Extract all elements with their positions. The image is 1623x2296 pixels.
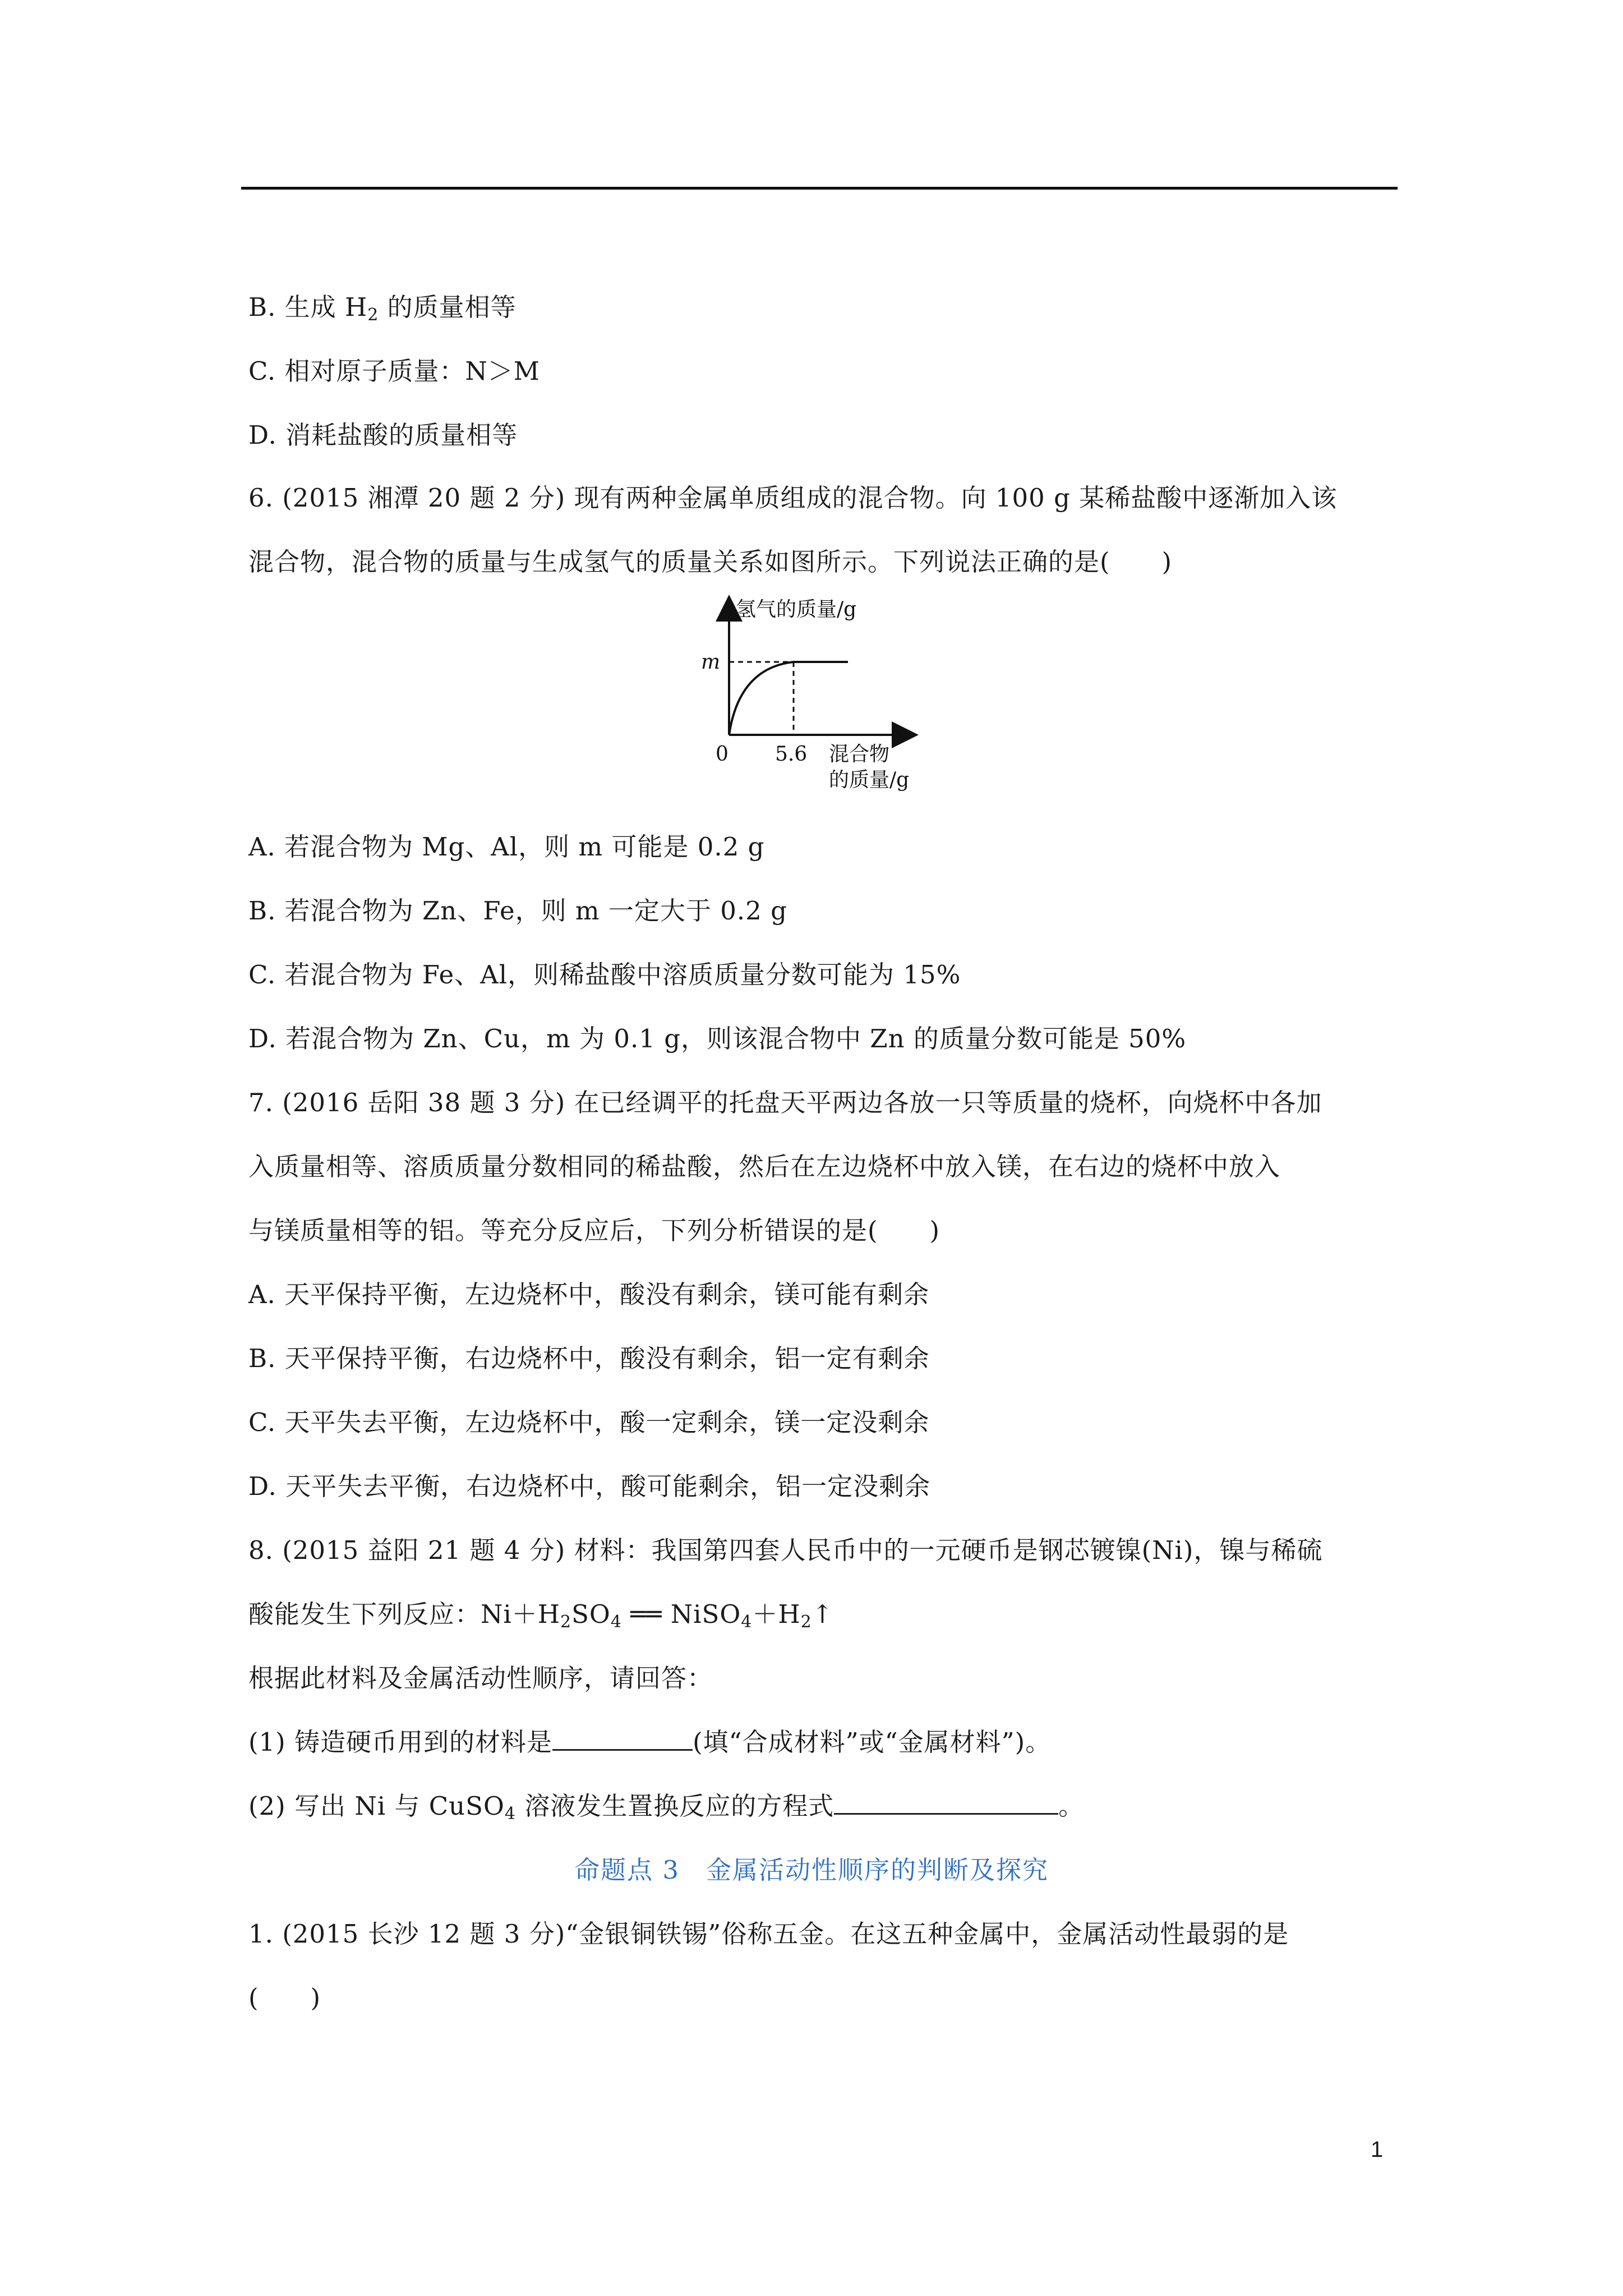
q7-stem-line3: 与镁质量相等的铝。等充分反应后，下列分析错误的是( ) [248,1216,940,1245]
x-tick-label: 5.6 [775,743,808,766]
q7-option-c: C. 天平失去平衡，左边烧杯中，酸一定剩余，镁一定没剩余 [248,1407,930,1437]
section-heading: 命题点 3 金属活动性顺序的判断及探究 [574,1855,1049,1885]
s3-q1-stem-line1: 1. (2015 长沙 12 题 3 分)“金银铜铁锡”俗称五金。在这五种金属中，金属活动性最弱的是 [248,1919,1289,1949]
q8-stem-line1: 8. (2015 益阳 21 题 4 分) 材料：我国第四套人民币中的一元硬币是钢芯镀镍(Ni)，镍与稀硫 [248,1535,1323,1565]
origin-label: 0 [716,743,728,766]
header-rule [241,187,1398,190]
curve-rising [729,662,848,735]
q8-subquestion-1: (1) 铸造硬币用到的材料是 (填“合成材料”或“金属材料”)。 [248,1726,1051,1759]
q7-stem-line2: 入质量相等、溶质质量分数相同的稀盐酸，然后在左边烧杯中放入镁，在右边的烧杯中放入 [248,1152,1281,1181]
q5-option-d: D. 消耗盐酸的质量相等 [248,420,518,450]
q7-option-a: A. 天平保持平衡，左边烧杯中，酸没有剩余，镁可能有剩余 [248,1280,930,1309]
y-tick-label: m [701,651,721,674]
answer-blank-2[interactable] [834,1789,1058,1815]
q5-option-b: B. 生成 $H_2$ 的质量相等 [248,292,517,325]
x-axis-label-line1: 混合物 [829,743,890,766]
q8-stem-line3: 根据此材料及金属活动性顺序，请回答： [248,1663,713,1693]
s3-q1-stem-line2: ( ) [248,1983,321,2013]
answer-blank-1[interactable] [552,1726,693,1751]
q6-option-c: C. 若混合物为 Fe、Al，则稀盐酸中溶质质量分数可能为 15% [248,960,961,990]
q6-option-d: D. 若混合物为 Zn、Cu，m 为 0.1 g，则该混合物中 Zn 的质量分数可能是 50% [248,1024,1187,1053]
q8-stem-line2: 酸能发生下列反应：$Ni+H_2SO_4$ ══ $NiSO_4+H_2↑$ [248,1599,834,1632]
q6-stem-line1: 6. (2015 湘潭 20 题 2 分) 现有两种金属单质组成的混合物。向 100 g 某稀盐酸中逐渐加入该 [248,483,1338,513]
q7-option-b: B. 天平保持平衡，右边烧杯中，酸没有剩余，铝一定有剩余 [248,1343,930,1373]
page-number: 1 [1371,2137,1384,2162]
q7-stem-line1: 7. (2016 岳阳 38 题 3 分) 在已经调平的托盘天平两边各放一只等质量的烧杯，向烧杯中各加 [248,1088,1322,1117]
q8-subquestion-2: (2) 写出 Ni 与 CuSO$_4$ 溶液发生置换反应的方程式 。 [248,1789,1084,1823]
q7-option-d: D. 天平失去平衡，右边烧杯中，酸可能剩余，铝一定没剩余 [248,1471,931,1501]
q5-option-c: C. 相对原子质量：N＞M [248,356,540,386]
y-axis-label: 氢气的质量/g [736,598,857,621]
q6-stem-line2: 混合物，混合物的质量与生成氢气的质量关系如图所示。下列说法正确的是( ) [248,547,1173,577]
q6-figure [690,589,948,830]
hydrogen-mass-graph [690,589,948,830]
q6-option-a: A. 若混合物为 Mg、Al，则 m 可能是 0.2 g [248,832,765,862]
x-axis-label-line2: 的质量/g [829,769,910,792]
q6-option-b: B. 若混合物为 Zn、Fe，则 m 一定大于 0.2 g [248,896,787,926]
